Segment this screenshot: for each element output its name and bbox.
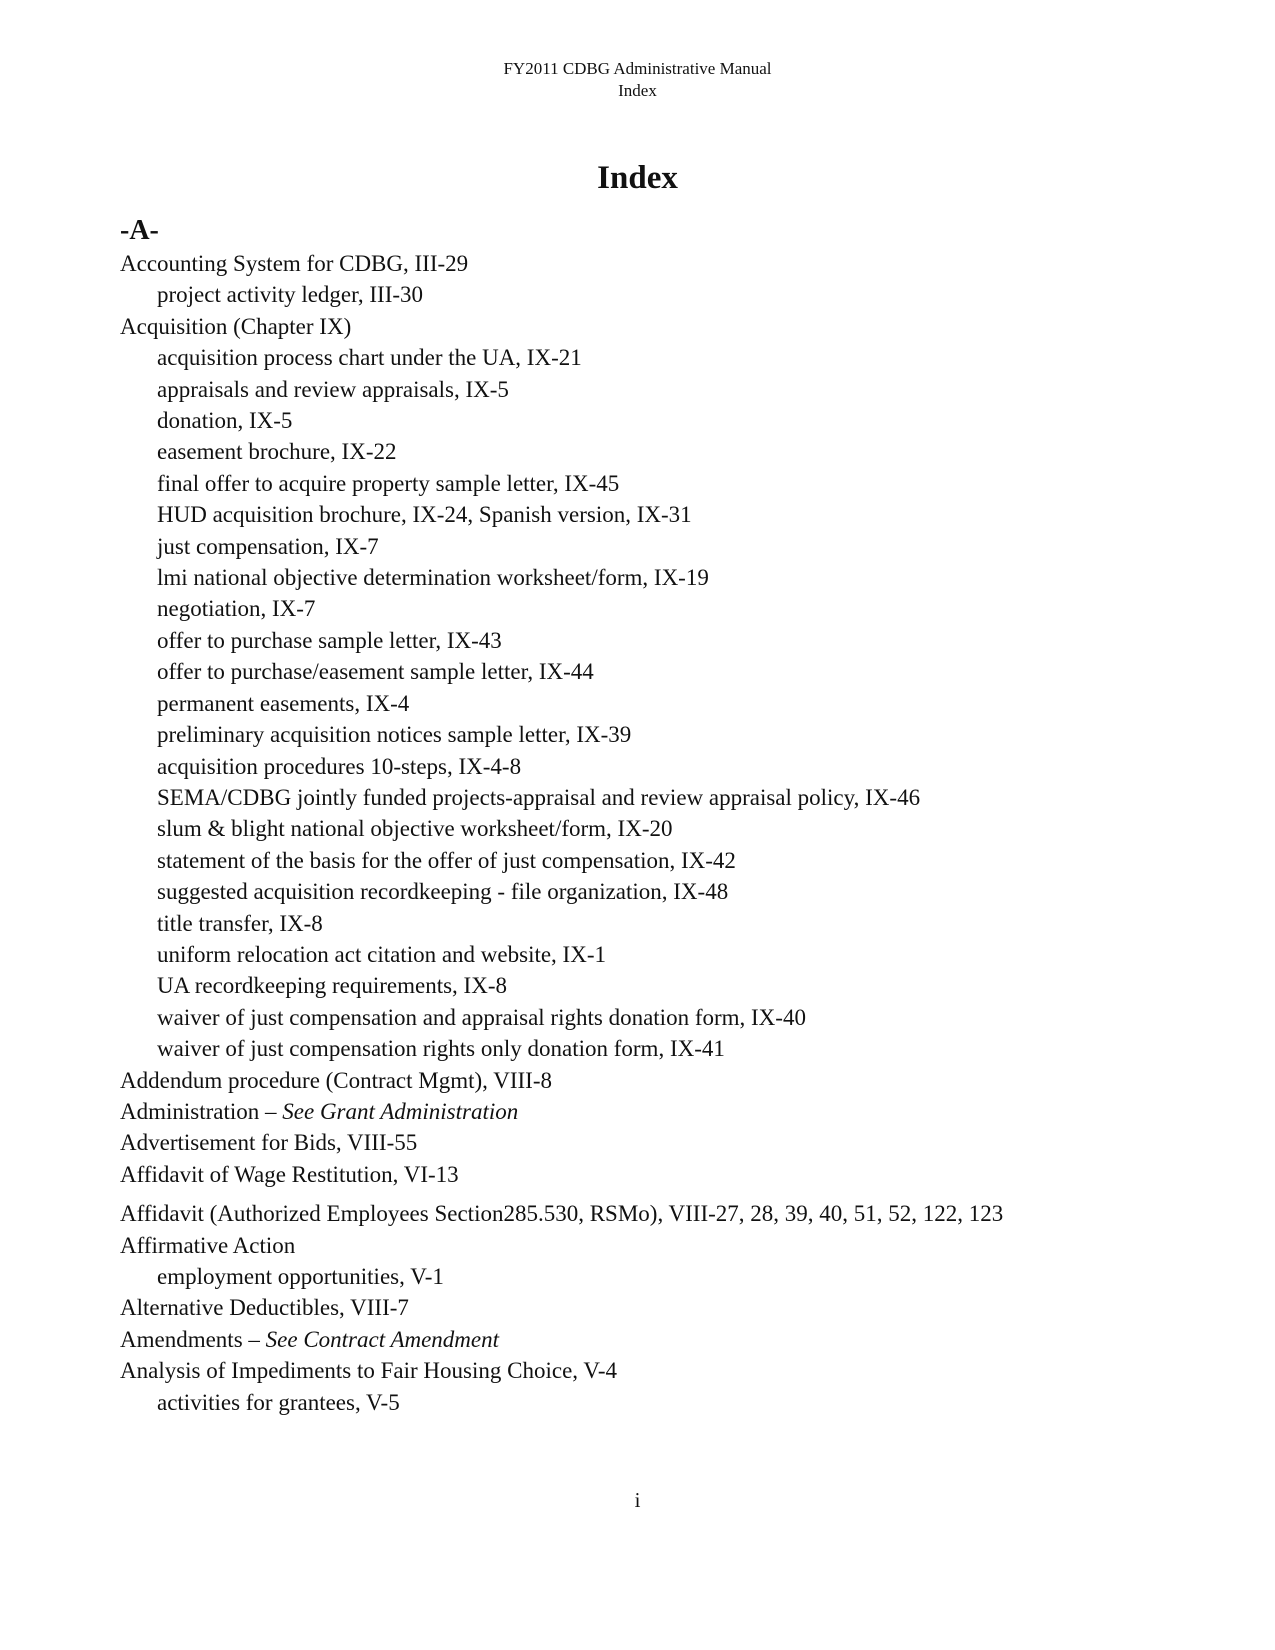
index-subentry xyxy=(120,845,1230,876)
entry-text: Affidavit of Wage Restitution, VI-13 xyxy=(120,1161,459,1187)
entry-text: Analysis of Impediments to Fair Housing Choice, V-4 xyxy=(120,1358,618,1384)
entry-text: Addendum procedure (Contract Mgmt), VIII-8 xyxy=(120,1067,552,1093)
entry-text: Affirmative Action xyxy=(120,1232,296,1258)
see-reference: See Grant Administration xyxy=(282,1098,519,1124)
index-subentry xyxy=(120,782,1230,813)
entry-text: suggested acquisition recordkeeping - file organization, IX-48 xyxy=(157,879,729,905)
index-entry xyxy=(120,1324,1230,1355)
entry-text: donation, IX-5 xyxy=(157,408,293,434)
index-subentry xyxy=(120,1261,1230,1292)
entry-text: title transfer, IX-8 xyxy=(157,910,323,936)
index-subentry xyxy=(120,374,1230,405)
index-subentry xyxy=(120,719,1230,750)
entry-text: activities for grantees, V-5 xyxy=(157,1389,400,1415)
index-subentry xyxy=(120,1002,1230,1033)
entry-text: appraisals and review appraisals, IX-5 xyxy=(157,376,509,402)
entry-text: preliminary acquisition notices sample letter, IX-39 xyxy=(157,722,632,748)
entry-text: UA recordkeeping requirements, IX-8 xyxy=(157,973,507,999)
page-title: Index xyxy=(597,160,678,196)
entry-text: acquisition process chart under the UA, IX-21 xyxy=(157,345,582,371)
index-subentry xyxy=(120,562,1230,593)
header-section-name: Index xyxy=(618,81,657,100)
entry-text: Accounting System for CDBG, III-29 xyxy=(120,251,469,276)
page-number: i xyxy=(634,1488,641,1512)
entry-text: final offer to acquire property sample letter, IX-45 xyxy=(157,470,620,496)
entry-text: easement brochure, IX-22 xyxy=(157,439,397,465)
index-subentry xyxy=(120,939,1230,970)
index-subentry xyxy=(120,970,1230,1001)
index-entry xyxy=(120,1198,1230,1229)
index-subentry xyxy=(120,531,1230,562)
index-entry xyxy=(120,1127,1230,1158)
index-subentry xyxy=(120,688,1230,719)
index-entry xyxy=(120,248,1230,279)
entry-text: just compensation, IX-7 xyxy=(157,533,379,559)
index-entry xyxy=(120,1292,1230,1323)
entry-text: HUD acquisition brochure, IX-24, Spanish version, IX-31 xyxy=(157,502,692,528)
entry-text: lmi national objective determination worksheet/form, IX-19 xyxy=(157,565,709,591)
index-subentry xyxy=(120,1033,1230,1064)
index-subentry xyxy=(120,436,1230,467)
index-subentry xyxy=(120,279,1230,310)
index-entry-list xyxy=(120,248,1230,1418)
see-reference: See Contract Amendment xyxy=(265,1326,500,1352)
entry-text: slum & blight national objective worksheet/form, IX-20 xyxy=(157,816,673,842)
index-entry xyxy=(120,1159,1230,1190)
entry-text: Acquisition (Chapter IX) xyxy=(120,313,352,339)
entry-text: SEMA/CDBG jointly funded projects-appraisal and review appraisal policy, IX-46 xyxy=(157,784,921,810)
entry-text: Alternative Deductibles, VIII-7 xyxy=(120,1295,409,1321)
index-entry xyxy=(120,311,1230,342)
entry-text: Advertisement for Bids, VIII-55 xyxy=(120,1130,418,1156)
index-subentry xyxy=(120,908,1230,939)
index-subentry xyxy=(120,468,1230,499)
index-subentry xyxy=(120,405,1230,436)
index-subentry xyxy=(120,593,1230,624)
index-subentry xyxy=(120,342,1230,373)
manual-title: FY2011 CDBG Administrative Manual xyxy=(503,59,772,78)
index-subentry xyxy=(120,813,1230,844)
index-subentry xyxy=(120,1387,1230,1418)
entry-text: project activity ledger, III-30 xyxy=(157,282,424,308)
index-body xyxy=(120,214,1230,1418)
entry-text: permanent easements, IX-4 xyxy=(157,690,410,716)
entry-text: Amendments – xyxy=(120,1326,266,1352)
entry-text: negotiation, IX-7 xyxy=(157,596,316,622)
entry-text: acquisition procedures 10-steps, IX-4-8 xyxy=(157,753,522,779)
index-entry xyxy=(120,1355,1230,1386)
index-entry xyxy=(120,1096,1230,1127)
index-subentry xyxy=(120,625,1230,656)
index-subentry xyxy=(120,499,1230,530)
entry-text: waiver of just compensation rights only donation form, IX-41 xyxy=(157,1036,725,1062)
entry-text: employment opportunities, V-1 xyxy=(157,1264,444,1289)
entry-text: statement of the basis for the offer of just compensation, IX-42 xyxy=(157,847,736,873)
section-letter-heading: -A- xyxy=(120,215,159,246)
entry-text: offer to purchase/easement sample letter, IX-44 xyxy=(157,659,594,685)
entry-text: Administration – xyxy=(120,1098,283,1124)
index-entry xyxy=(120,1230,1230,1261)
entry-text: offer to purchase sample letter, IX-43 xyxy=(157,627,502,653)
entry-text: uniform relocation act citation and website, IX-1 xyxy=(157,941,606,967)
entry-text: waiver of just compensation and appraisal rights donation form, IX-40 xyxy=(157,1004,806,1030)
index-entry xyxy=(120,1065,1230,1096)
index-subentry xyxy=(120,751,1230,782)
index-subentry xyxy=(120,876,1230,907)
index-subentry xyxy=(120,656,1230,687)
entry-text: Affidavit (Authorized Employees Section285.530, RSMo), VIII-27, 28, 39, 40, 51, 52, 122, 123 xyxy=(120,1201,1004,1227)
running-header xyxy=(0,58,1275,102)
